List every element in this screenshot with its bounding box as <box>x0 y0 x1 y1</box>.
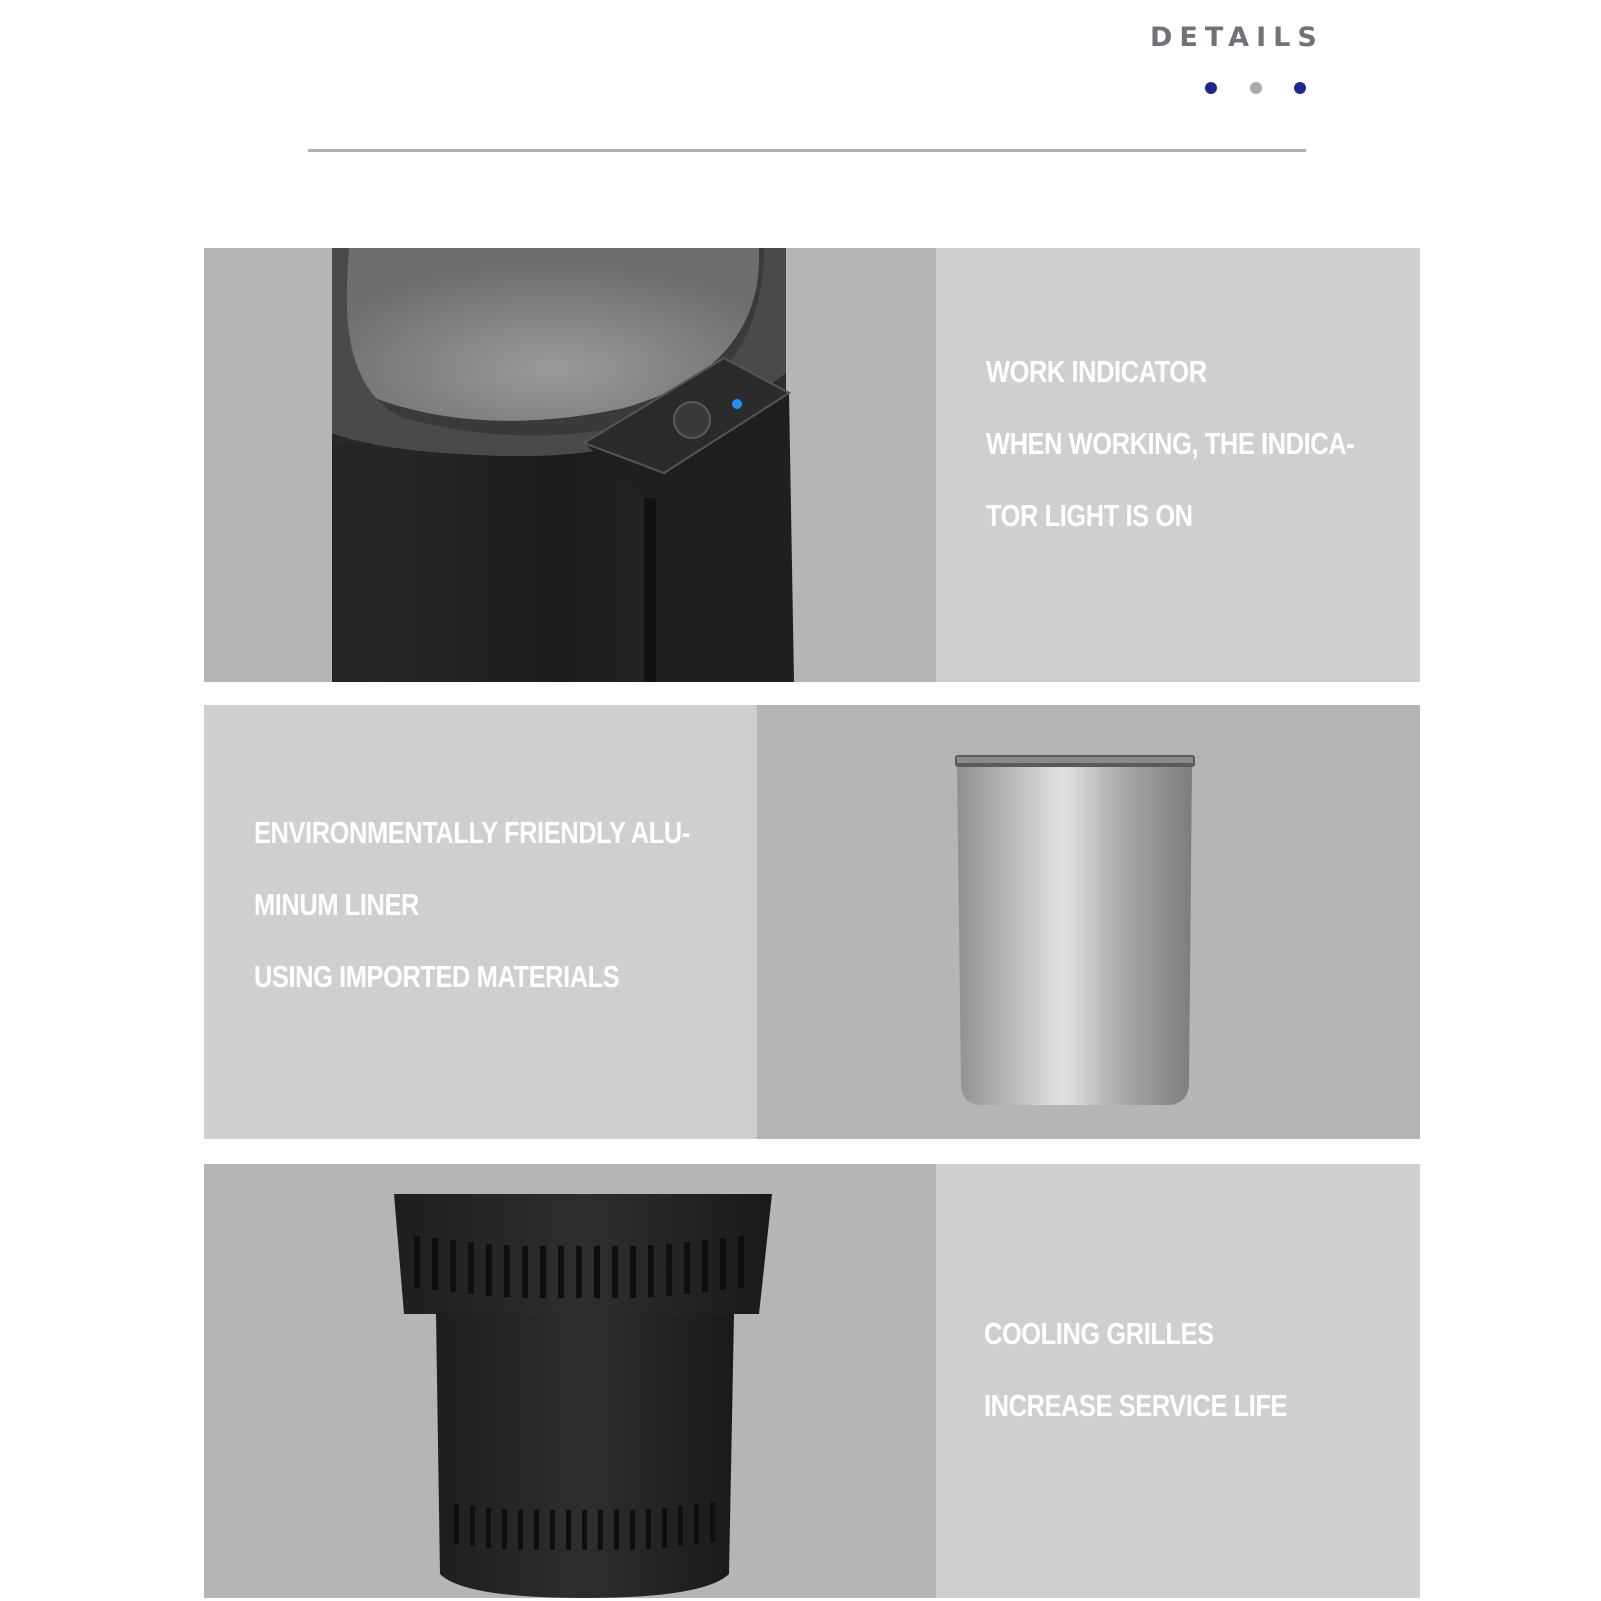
section-cooling-grilles <box>204 1164 1420 1598</box>
work-indicator-text-panel <box>936 248 1420 682</box>
aluminum-liner-photo <box>757 705 1420 1139</box>
dot-3[interactable] <box>1294 82 1306 94</box>
cooling-grille-base-photo <box>204 1164 936 1598</box>
aluminum-liner-text-panel <box>204 705 757 1139</box>
section-aluminum-liner <box>204 705 1420 1139</box>
carousel-dots <box>1205 82 1315 96</box>
cup-holder-rim-indicator-photo <box>204 248 936 682</box>
cooling-grilles-text-panel <box>936 1164 1420 1598</box>
dot-1[interactable] <box>1205 82 1217 94</box>
details-heading: DETAILS <box>1150 22 1324 53</box>
aluminum-liner-text: ENVIRONMENTALLY FRIENDLY ALU- MINUM LINER USING IMPORTED MATERIALS <box>254 815 690 994</box>
cooling-grilles-text: COOLING GRILLES INCREASE SERVICE LIFE <box>984 1316 1288 1423</box>
section-work-indicator <box>204 248 1420 682</box>
work-indicator-text: WORK INDICATOR WHEN WORKING, THE INDICA- TOR LIGHT IS ON <box>986 354 1355 533</box>
header-divider <box>308 149 1306 152</box>
indicator-light-icon <box>732 399 742 409</box>
dot-2[interactable] <box>1250 82 1262 94</box>
